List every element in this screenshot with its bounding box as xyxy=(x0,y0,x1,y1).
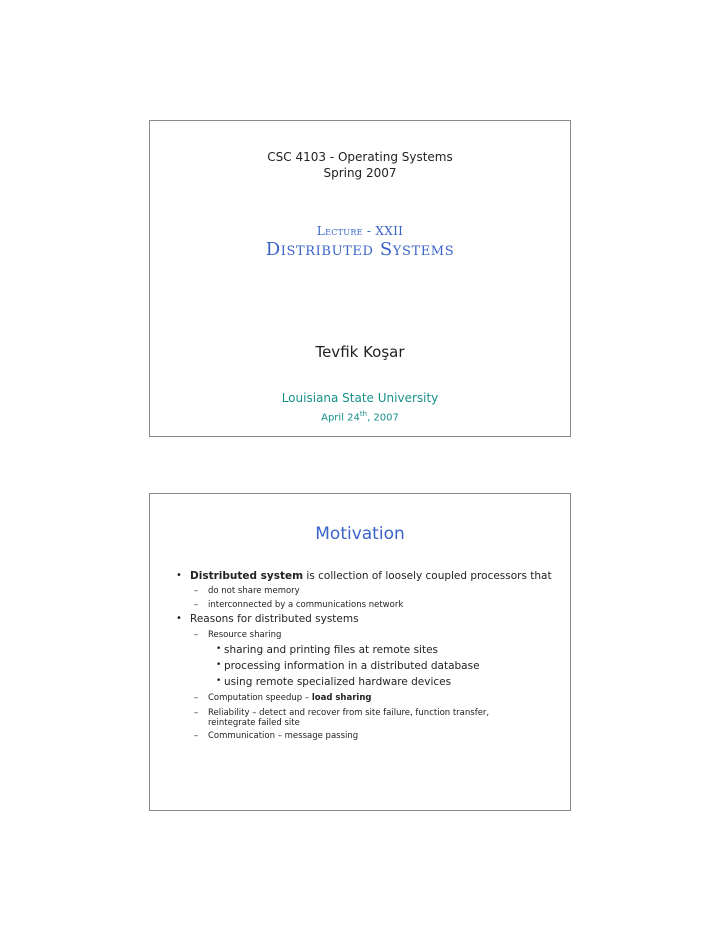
dash-icon: – xyxy=(194,693,199,703)
bullet-dot-icon: • xyxy=(176,613,182,624)
item-text: sharing and printing files at remote sites xyxy=(224,644,439,656)
university-name: Louisiana State University xyxy=(281,391,439,405)
sub-bullet-text: Communication – message passing xyxy=(208,731,359,741)
bullet-reasons xyxy=(176,613,359,625)
definition-text: is collection of loosely coupled processors that xyxy=(303,570,552,582)
dash-icon: – xyxy=(194,708,199,718)
bullet-text: Reasons for distributed systems xyxy=(190,613,359,625)
bullet-dot-icon: • xyxy=(216,660,222,670)
slide-heading: Motivation xyxy=(315,524,405,544)
sub-bullet-text: reintegrate failed site xyxy=(208,718,300,728)
third-level-bullet xyxy=(216,676,452,688)
sub-bullet-text: do not share memory xyxy=(208,586,300,596)
third-level-bullet xyxy=(216,644,439,656)
dash-icon: – xyxy=(194,630,199,640)
sub-bullet-text: Computation speedup – xyxy=(208,693,312,703)
lecture-number: Lecture - XXII xyxy=(316,224,404,238)
bullet-dot-icon: • xyxy=(176,570,182,581)
term-load-sharing: load sharing xyxy=(311,693,372,703)
date-ordinal: th xyxy=(359,410,368,418)
sub-bullet-text: Resource sharing xyxy=(208,630,282,640)
bullet-dot-icon: • xyxy=(216,676,222,686)
sub-bullet xyxy=(194,731,359,741)
lecture-title: Distributed Systems xyxy=(265,239,455,260)
sub-bullet xyxy=(194,693,372,703)
dash-icon: – xyxy=(194,600,199,610)
sub-bullet-text: interconnected by a communications network xyxy=(208,600,404,610)
item-text: processing information in a distributed database xyxy=(224,660,480,672)
sub-bullet xyxy=(194,708,490,718)
dash-icon: – xyxy=(194,731,199,741)
item-text: using remote specialized hardware devices xyxy=(224,676,452,688)
third-level-bullet xyxy=(216,660,480,672)
bullet-distributed-system xyxy=(176,570,552,582)
term-distributed-system: Distributed system xyxy=(190,570,304,582)
date-suffix: , 2007 xyxy=(367,412,399,424)
course-name: CSC 4103 - Operating Systems xyxy=(267,150,453,164)
course-info xyxy=(150,149,570,181)
bullet-dot-icon: • xyxy=(216,644,222,654)
slide-title xyxy=(149,120,571,437)
sub-bullet xyxy=(194,630,282,640)
dash-icon: – xyxy=(194,586,199,596)
author-name: Tevfik Koşar xyxy=(315,343,405,361)
course-term: Spring 2007 xyxy=(323,166,397,180)
sub-bullet-continuation xyxy=(208,718,300,728)
date-prefix: April 24 xyxy=(321,412,360,424)
sub-bullet xyxy=(194,586,300,596)
slide-motivation xyxy=(149,493,571,811)
sub-bullet xyxy=(194,600,404,610)
lecture-date xyxy=(150,410,570,423)
sub-bullet-text: Reliability – detect and recover from site failure, function transfer, xyxy=(208,708,490,718)
